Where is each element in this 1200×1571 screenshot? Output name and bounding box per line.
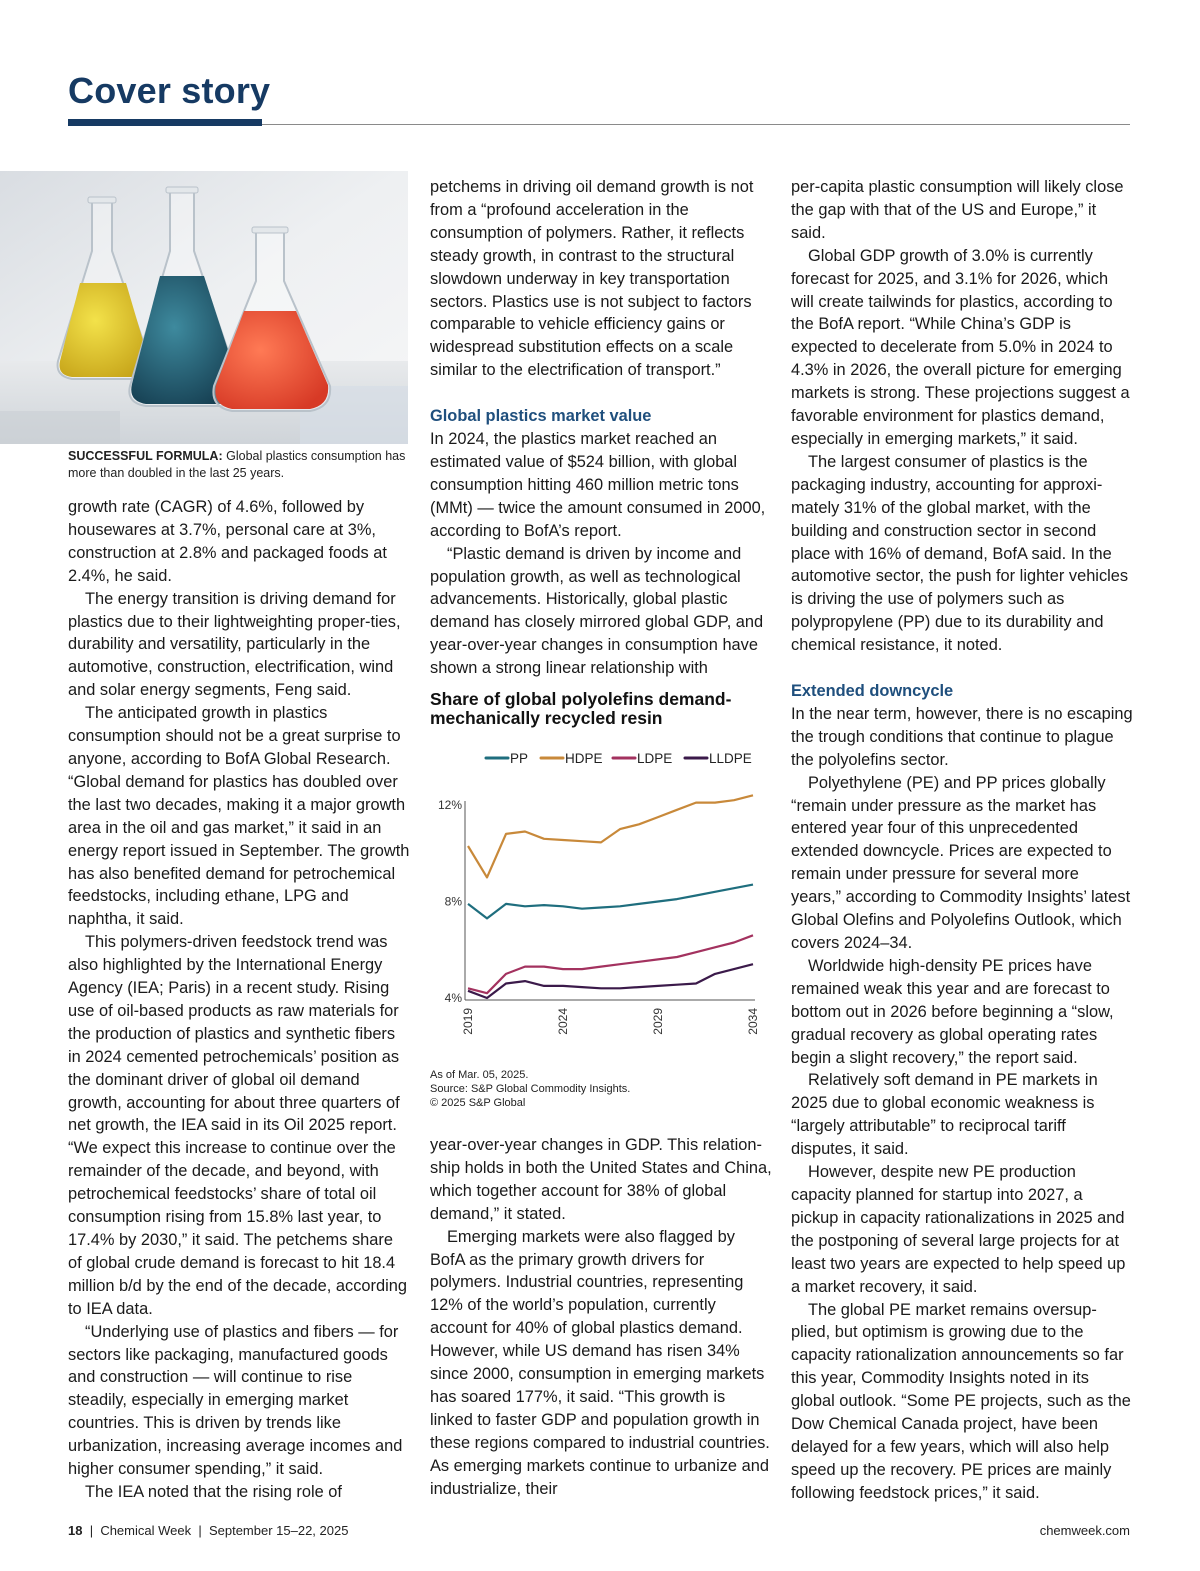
- subheading-extended-downcycle: Extended downcycle: [791, 682, 954, 701]
- paragraph: “Plastic demand is driven by income and population growth, as well as technological advancements. Historically, global plastic demand has closely mirrored global GDP, and year-over-year changes in consumption have shown a strong linear relationship with: [430, 544, 764, 678]
- chart-notes: [430, 1068, 630, 1110]
- legend-label-lldpe: LLDPE: [709, 751, 752, 766]
- article-column-3: [791, 176, 1133, 1505]
- y-tick-label: 12%: [437, 798, 462, 812]
- paragraph: Worldwide high-density PE prices have remained weak this year and are forecast to bottom out in 2026 before beginning a “slow, gradual recovery as global operating rates begin a slight recovery,” the report said.: [791, 956, 1114, 1067]
- footer-separator: |: [86, 1523, 101, 1538]
- paragraph: Emerging markets were also flagged by BofA as the primary growth drivers for polymers. Industrial countries, representing 12% of the world’s population, currently account for 40% of global plastics demand. However, while US demand has risen 34% since 2000, consumption in emerging markets has soared 177%, it said. “This growth is linked to faster GDP and population growth in these regions compared to industrial countries. As emerging markets continue to urbanize and industrialize, their: [430, 1227, 770, 1498]
- publication-name: Chemical Week: [100, 1523, 192, 1538]
- article-column-1: [68, 496, 410, 1504]
- series-line-hdpe: [468, 795, 753, 877]
- page-number: 18: [68, 1523, 83, 1538]
- chart-plot: [430, 740, 775, 1060]
- page-footer: [68, 1523, 348, 1538]
- paragraph: “Underlying use of plastics and fibers — for sectors like packaging, manufactured goods and construction — will continue to rise steadily, especially in emerging market countries. This is driven by trends like urbanization, increasing average incomes and higher consumer spending,” it said.: [68, 1322, 403, 1479]
- legend-label-ldpe: LDPE: [637, 751, 673, 766]
- x-tick-label: 2034: [746, 1008, 760, 1035]
- chart-title: Share of global polyolefins demand-mechanically recycled resin: [430, 689, 732, 728]
- paragraph: Relatively soft demand in PE markets in 2025 due to global economic weakness is “largely attributable” to reciprocal tariff disputes, it said.: [791, 1071, 1098, 1159]
- paragraph: In 2024, the plastics market reached an estimated value of $524 billion, with global consumption hitting 460 million metric tons (MMt) — twice the amount consumed in 2000, according to BofA’s report.: [430, 430, 766, 540]
- section-title: Cover story: [68, 70, 271, 111]
- chart-note-date: As of Mar. 05, 2025.: [430, 1069, 529, 1081]
- series-line-lldpe: [468, 964, 753, 998]
- paragraph: The energy transition is driving demand for plastics due to their lightweighting proper-ties, durability and versatility, particularly in the automotive, construction, electrification, wind and solar energy segments, Feng said.: [68, 589, 401, 700]
- flasks-illustration: [0, 171, 408, 444]
- paragraph: The anticipated growth in plastics consumption should not be a great surprise to anyone, according to BofA Global Research. “Global demand for plastics has doubled over the last two decades, making it a major growth area in the oil and gas market,” it said in an energy report issued in September. The growth has also benefited demand for petrochemical feedstocks, including ethane, LPG and naphtha, it said.: [68, 704, 410, 929]
- legend-label-pp: PP: [510, 751, 529, 766]
- paragraph: This polymers-driven feedstock trend was also highlighted by the International Energy Agency (IEA; Paris) in a recent study. Rising use of oil-based products as raw materials for the production of plastics and synthetic fibers in 2024 cemented petrochemicals’ position as the dominant driver of global oil demand growth, accounting for about three quarters of net growth, the IEA said in its Oil 2025 report. “We expect this increase to continue over the remainder of the decade, and beyond, with petrochemical feedstocks’ share of total oil consumption rising from 15.8% last year, to 17.4% by 2030,” it said. The petchems share of global crude demand is forecast to hit 18.4 million b/d by the end of the decade, according to IEA data.: [68, 933, 407, 1318]
- y-tick-label: 8%: [444, 894, 462, 909]
- paragraph: year-over-year changes in GDP. This relation-ship holds in both the United States and China, which together account for 38% of global demand,” it stated.: [430, 1136, 772, 1223]
- x-tick-label: 2024: [556, 1008, 570, 1035]
- website: chemweek.com: [1039, 1523, 1130, 1538]
- paragraph: The largest consumer of plastics is the packaging industry, accounting for approxi-mately 31% of the global market, with the building and construction sector in second place with 16% of demand, BofA said. In the automotive sector, the push for lighter vehicles is driving the use of polymers such as polypropylene (PP) due to its durability and chemical resistance, it noted.: [791, 452, 1129, 655]
- paragraph: growth rate (CAGR) of 4.6%, followed by housewares at 3.7%, personal care at 3%, construction at 2.8% and packaged foods at 2.4%, he said.: [68, 498, 387, 585]
- paragraph: per-capita plastic consumption will likely close the gap with that of the US and Europe,” it said.: [791, 178, 1124, 242]
- article-column-2-bottom: [430, 1134, 772, 1501]
- photo-plastic-pellets-flasks: [0, 171, 408, 444]
- header-rule-accent: [68, 119, 262, 126]
- paragraph: Polyethylene (PE) and PP prices globally “remain under pressure as the market has entered year four of this unprecedented extended downcycle. Prices are expected to remain under pressure for several more years,” according to Commodity Insights’ latest Global Olefins and Polyolefins Outlook, which covers 2024–34.: [791, 773, 1131, 952]
- paragraph: The global PE market remains oversup-plied, but optimism is growing due to the capacity rationalization announcements so far this year, Commodity Insights noted in its global outlook. “Some PE projects, such as the Dow Chemical Canada project, have been delayed for a few years, which will also help speed up the recovery. PE prices are mainly following feedstock prices,” it said.: [791, 1300, 1131, 1502]
- y-tick-label: 4%: [444, 991, 462, 1005]
- subheading-global-plastics-market-value: Global plastics market value: [430, 407, 652, 426]
- issue-date: September 15–22, 2025: [208, 1523, 349, 1538]
- chart-note-source: Source: S&P Global Commodity Insights.: [430, 1083, 631, 1095]
- article-column-2-top: [430, 176, 772, 680]
- paragraph: Global GDP growth of 3.0% is currently forecast for 2025, and 3.1% for 2026, which will create tailwinds for plastics, according to the BofA report. “While China’s GDP is expected to decelerate from 5.0% in 2024 to 4.3% in 2026, the overall picture for emerging markets is strong. These projections suggest a favorable environment for plastics demand, especially in emerging markets,” it said.: [791, 246, 1130, 448]
- series-line-ldpe: [468, 935, 753, 993]
- legend-label-hdpe: HDPE: [565, 751, 603, 766]
- chart-note-copyright: © 2025 S&P Global: [430, 1097, 526, 1109]
- paragraph: However, despite new PE production capacity planned for startup into 2027, a pickup in capacity rationalizations in 2025 and the postponing of several large projects for at least two years are expected to help speed up a market recovery, it said.: [791, 1163, 1126, 1296]
- x-tick-label: 2019: [461, 1008, 475, 1035]
- caption-text: Global plastics consumption has more than doubled in the last 25 years.: [68, 449, 406, 480]
- polyolefins-recycled-resin-chart: [430, 690, 775, 1120]
- footer-separator: |: [194, 1523, 209, 1538]
- x-tick-label: 2029: [651, 1008, 665, 1035]
- photo-caption: [68, 448, 408, 482]
- paragraph: The IEA noted that the rising role of: [85, 1482, 342, 1501]
- caption-label: SUCCESSFUL FORMULA:: [68, 449, 223, 463]
- series-line-pp: [468, 885, 753, 919]
- paragraph: In the near term, however, there is no escaping the trough conditions that continue to plague the polyolefins sector.: [791, 704, 1133, 769]
- paragraph: petchems in driving oil demand growth is not from a “profound acceleration in the consumption of polymers. Rather, it reflects steady growth, in contrast to the structural slowdown underway in key transportation sectors. Plastics use is not subject to factors comparable to vehicle efficiency gains or widespread substitution effects on a scale similar to the electrification of transport.”: [430, 178, 754, 380]
